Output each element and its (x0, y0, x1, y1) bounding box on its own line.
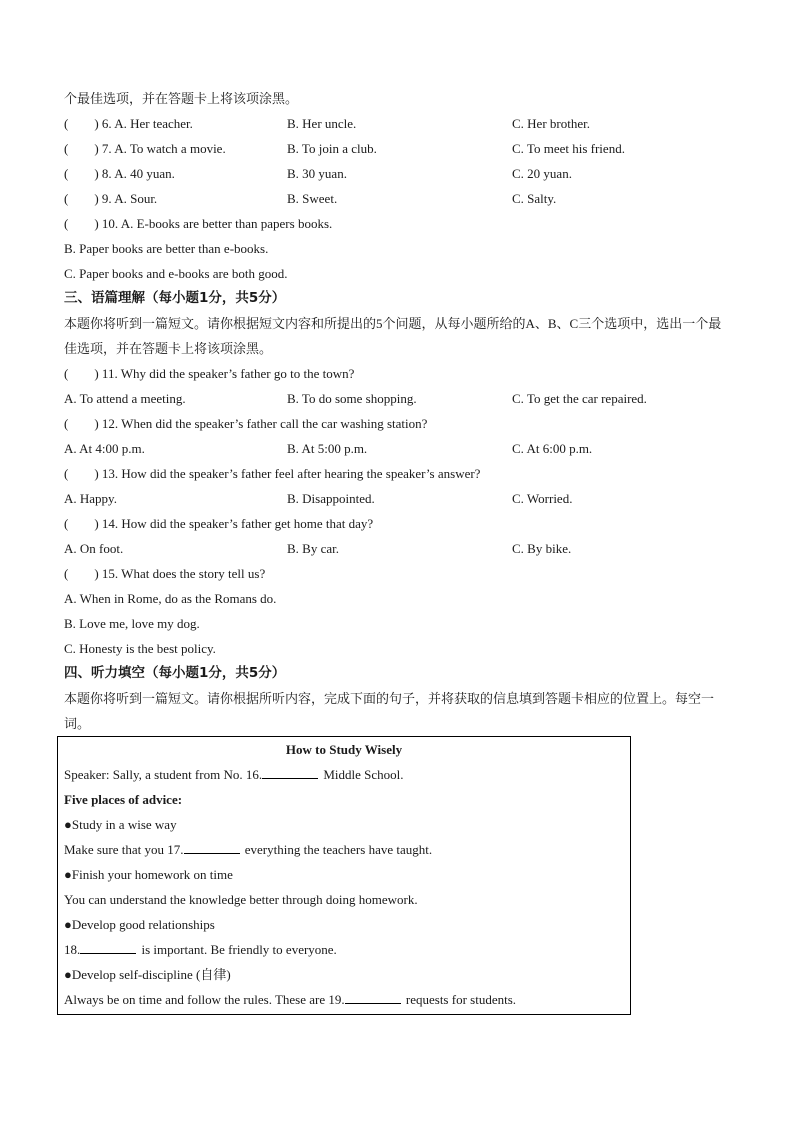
question-15 (64, 561, 734, 586)
q15-option-a: A. When in Rome, do as the Romans do. (64, 591, 277, 606)
q11-option-a: A. To attend a meeting. (64, 391, 186, 406)
q12-option-c: C. At 6:00 p.m. (512, 441, 593, 456)
answer-paren[interactable]: ( ) (64, 141, 99, 156)
q7-option-b: B. To join a club. (287, 141, 377, 156)
advice-line-2: You can understand the knowledge better through doing homework. (64, 892, 418, 907)
q10-option-c: C. Paper books and e-books are both good. (64, 266, 288, 281)
q14-option-a: A. On foot. (64, 541, 124, 556)
question-12 (64, 411, 734, 436)
advice-line-3 (64, 937, 630, 962)
blank-19[interactable] (345, 989, 401, 1004)
advice-line-3-end: is important. Be friendly to everyone. (141, 942, 337, 957)
advice-line-3-text: 18. (64, 942, 81, 957)
answer-paren[interactable]: ( ) (64, 216, 99, 231)
blank-18[interactable] (80, 939, 136, 954)
speaker-line (64, 762, 630, 787)
advice-line-4-end: requests for students. (405, 992, 517, 1007)
q15-option-c: C. Honesty is the best policy. (64, 641, 216, 656)
exam-page (64, 86, 734, 1007)
q15-option-b: B. Love me, love my dog. (64, 616, 200, 631)
q11-options (64, 386, 734, 411)
q13-options (64, 486, 734, 511)
advice-bullet-1: ●Study in a wise way (64, 817, 177, 832)
q11-stem: 11. Why did the speaker’s father go to the town? (101, 366, 355, 381)
question-14 (64, 511, 734, 536)
q7-option-c: C. To meet his friend. (512, 141, 625, 156)
blank-16[interactable] (262, 764, 318, 779)
advice-line-1-end: everything the teachers have taught. (244, 842, 433, 857)
answer-paren[interactable]: ( ) (64, 466, 99, 481)
q9-stem: 9. A. Sour. (101, 191, 158, 206)
q12-stem: 12. When did the speaker’s father call the car washing station? (101, 416, 428, 431)
answer-paren[interactable]: ( ) (64, 366, 99, 381)
advice-line-1-text: Make sure that you 17. (64, 842, 184, 857)
question-13 (64, 461, 734, 486)
advice-line-1 (64, 837, 630, 862)
answer-paren[interactable]: ( ) (64, 116, 99, 131)
question-11 (64, 361, 734, 386)
q9-option-b: B. Sweet. (287, 191, 338, 206)
blank-17[interactable] (184, 839, 240, 854)
answer-paren[interactable]: ( ) (64, 191, 99, 206)
advice-bullet-4: ●Develop self-discipline (自律) (64, 967, 231, 982)
question-10 (64, 211, 734, 236)
q12-option-b: B. At 5:00 p.m. (287, 441, 368, 456)
speaker-text: Speaker: Sally, a student from No. 16. (64, 767, 263, 782)
q8-option-c: C. 20 yuan. (512, 166, 572, 181)
instruction-tail: 个最佳选项，并在答题卡上将该项涂黑。 (64, 91, 299, 106)
q14-stem: 14. How did the speaker’s father get home that day? (101, 516, 374, 531)
section-3-heading: 三、语篇理解（每小题1分，共5分） (64, 290, 286, 306)
q14-option-c: C. By bike. (512, 541, 572, 556)
q13-option-c: C. Worried. (512, 491, 573, 506)
answer-paren[interactable]: ( ) (64, 516, 99, 531)
advice-bullet-2: ●Finish your homework on time (64, 867, 233, 882)
q13-option-b: B. Disappointed. (287, 491, 375, 506)
q6-option-b: B. Her uncle. (287, 116, 357, 131)
q13-stem: 13. How did the speaker’s father feel after hearing the speaker’s answer? (101, 466, 481, 481)
section-3-instruction: 本题你将听到一篇短文。请你根据短文内容和所提出的5个问题，从每小题所给的A、B、C三个选项中，选出一个最佳选项，并在答题卡上将该项涂黑。 (64, 316, 722, 356)
section-4-instruction: 本题你将听到一篇短文。请你根据所听内容，完成下面的句子，并将获取的信息填到答题卡相应的位置上。每空一词。 (64, 691, 715, 731)
speaker-text-end: Middle School. (323, 767, 404, 782)
q10-stem: 10. A. E-books are better than papers books. (101, 216, 333, 231)
q13-option-a: A. Happy. (64, 491, 117, 506)
question-8 (64, 161, 734, 186)
q14-options (64, 536, 734, 561)
box-title: How to Study Wisely (285, 742, 403, 757)
q8-option-b: B. 30 yuan. (287, 166, 347, 181)
answer-paren[interactable]: ( ) (64, 566, 99, 581)
q10-option-b: B. Paper books are better than e-books. (64, 241, 269, 256)
q15-stem: 15. What does the story tell us? (101, 566, 266, 581)
question-9 (64, 186, 734, 211)
question-7 (64, 136, 734, 161)
q8-stem: 8. A. 40 yuan. (101, 166, 175, 181)
listening-fill-box (57, 736, 631, 1015)
q9-option-c: C. Salty. (512, 191, 557, 206)
section-4-heading: 四、听力填空（每小题1分，共5分） (64, 665, 286, 681)
question-6 (64, 111, 734, 136)
q6-option-c: C. Her brother. (512, 116, 590, 131)
q11-option-b: B. To do some shopping. (287, 391, 417, 406)
answer-paren[interactable]: ( ) (64, 166, 99, 181)
advice-heading: Five places of advice: (64, 792, 183, 807)
q11-option-c: C. To get the car repaired. (512, 391, 647, 406)
q14-option-b: B. By car. (287, 541, 339, 556)
advice-bullet-3: ●Develop good relationships (64, 917, 215, 932)
q7-stem: 7. A. To watch a movie. (101, 141, 226, 156)
q12-option-a: A. At 4:00 p.m. (64, 441, 145, 456)
advice-line-4-text: Always be on time and follow the rules. These are 19. (64, 992, 345, 1007)
q12-options (64, 436, 734, 461)
answer-paren[interactable]: ( ) (64, 416, 99, 431)
advice-line-4 (64, 987, 630, 1012)
q6-stem: 6. A. Her teacher. (101, 116, 193, 131)
